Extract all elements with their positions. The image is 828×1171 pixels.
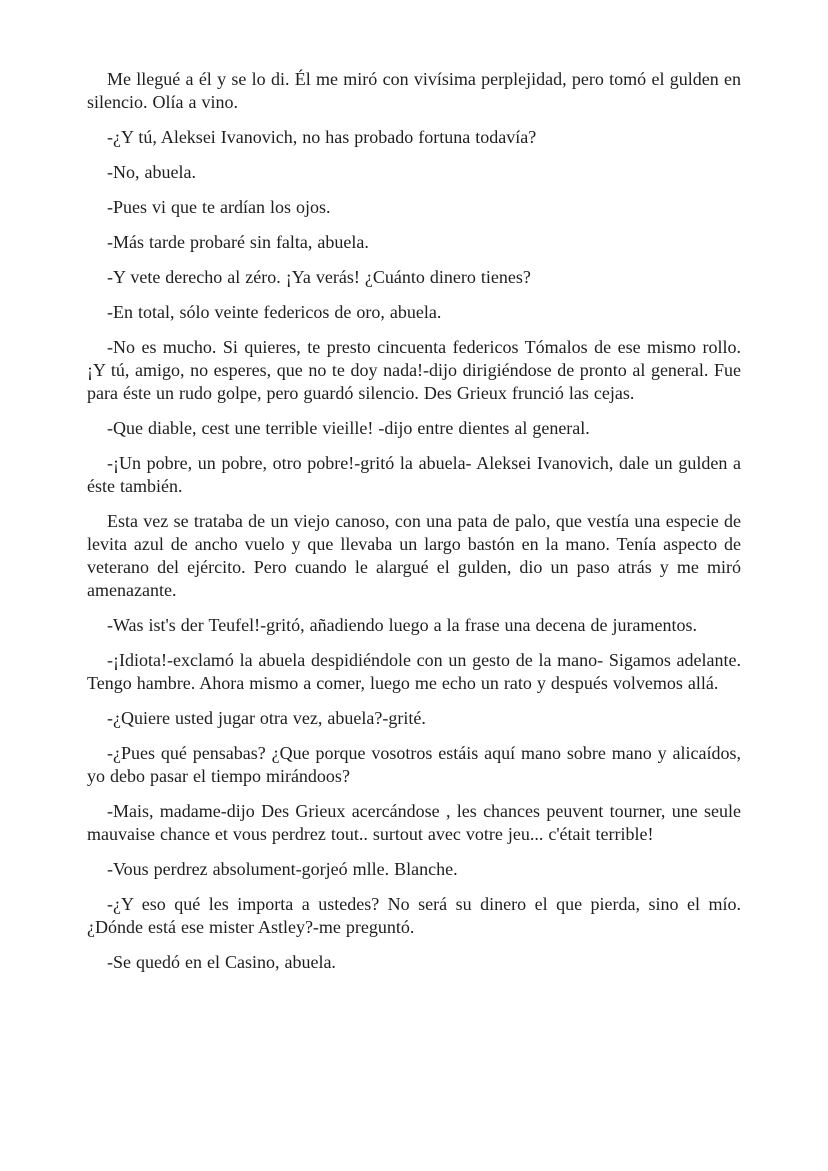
- paragraph: -Was ist's der Teufel!-gritó, añadiendo luego a la frase una decena de juramentos.: [107, 615, 697, 635]
- paragraph: Esta vez se trataba de un viejo canoso, con una pata de palo, que vestía una especie de levita azul de ancho vuelo y que llevaba un largo bastón en la mano. Tenía aspecto de veterano del ejército. Pero cuando le alargué el gulden, dio un paso atrás y me miró amenazante.: [87, 511, 741, 600]
- paragraph: -No, abuela.: [107, 162, 196, 182]
- paragraph: Me llegué a él y se lo di. Él me miró con vivísima perplejidad, pero tomó el gulden en silencio. Olía a vino.: [87, 69, 741, 112]
- paragraph: -¿Y tú, Aleksei Ivanovich, no has probado fortuna todavía?: [107, 127, 537, 147]
- paragraph: -Vous perdrez absolument-gorjeó mlle. Blanche.: [107, 859, 458, 879]
- paragraph: -Y vete derecho al zéro. ¡Ya verás! ¿Cuánto dinero tienes?: [107, 267, 531, 287]
- book-page: [87, 68, 741, 974]
- paragraph: -No es mucho. Si quieres, te presto cincuenta federicos Tómalos de ese mismo rollo. ¡Y tú, amigo, no esperes, que no te doy nada!-dijo dirigiéndose de pronto al general. Fue para éste un rudo golpe, pero guardó silencio. Des Grieux frunció las cejas.: [87, 337, 741, 403]
- paragraph: -Más tarde probaré sin falta, abuela.: [107, 232, 369, 252]
- paragraph: -En total, sólo veinte federicos de oro, abuela.: [107, 302, 442, 322]
- paragraph: -¿Y eso qué les importa a ustedes? No será su dinero el que pierda, sino el mío. ¿Dónde está ese mister Astley?-me preguntó.: [87, 894, 741, 937]
- paragraph: -Pues vi que te ardían los ojos.: [107, 197, 331, 217]
- paragraph: -Mais, madame-dijo Des Grieux acercándose , les chances peuvent tourner, une seule mauvaise chance et vous perdrez tout.. surtout avec votre jeu... c'était terrible!: [87, 801, 741, 844]
- paragraph: -Que diable, cest une terrible vieille! -dijo entre dientes al general.: [107, 418, 590, 438]
- paragraph: -¡Idiota!-exclamó la abuela despidiéndole con un gesto de la mano- Sigamos adelante. Tengo hambre. Ahora mismo a comer, luego me echo un rato y después volvemos allá.: [87, 650, 741, 693]
- paragraph: -¿Quiere usted jugar otra vez, abuela?-grité.: [107, 708, 426, 728]
- paragraph: -¿Pues qué pensabas? ¿Que porque vosotros estáis aquí mano sobre mano y alicaídos, yo debo pasar el tiempo mirándoos?: [87, 743, 741, 786]
- paragraph: -Se quedó en el Casino, abuela.: [107, 952, 336, 972]
- paragraph: -¡Un pobre, un pobre, otro pobre!-gritó la abuela- Aleksei Ivanovich, dale un gulden a éste también.: [87, 453, 741, 496]
